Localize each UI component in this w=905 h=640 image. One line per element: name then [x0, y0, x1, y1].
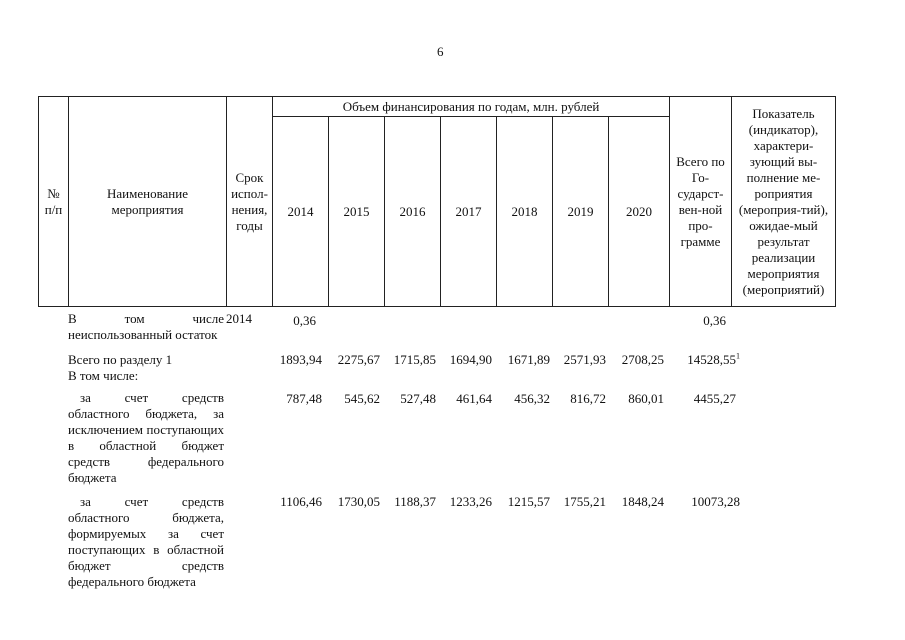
- row-name: В том числе:: [68, 368, 139, 383]
- footnote-marker: 1: [736, 351, 740, 361]
- row-name: за счет средств областного бюджета, формируемых за счет поступающих в областной бюджет средств федерального бюджета: [68, 494, 224, 589]
- row-value: 787,48: [286, 391, 322, 406]
- header-year: 2016: [385, 117, 441, 307]
- row-value: 860,01: [628, 391, 664, 406]
- header-number: № п/п: [39, 97, 69, 307]
- row-value: 1233,26: [449, 494, 492, 509]
- header-term: Срок испол-нения, годы: [227, 97, 273, 307]
- header-year: 2014: [273, 117, 329, 307]
- row-value: 2275,67: [337, 352, 380, 367]
- row-value: 527,48: [400, 391, 436, 406]
- row-name: Всего по разделу 1: [68, 352, 173, 367]
- row-value: 0,36: [293, 313, 316, 328]
- header-year: 2019: [553, 117, 609, 307]
- row-value: 1755,21: [563, 494, 606, 509]
- header-total: Всего по Го-сударст-вен-ной про-грамме: [670, 97, 732, 307]
- header-year: 2018: [497, 117, 553, 307]
- header-year: 2017: [441, 117, 497, 307]
- row-term: 2014: [226, 311, 252, 326]
- row-total: 10073,28: [691, 494, 740, 509]
- row-value: 456,32: [514, 391, 550, 406]
- header-name: Наименование мероприятия: [69, 97, 227, 307]
- row-total: 4455,27: [693, 391, 736, 406]
- row-name: В том числе неиспользованный остаток: [68, 311, 224, 342]
- row-value: 1848,24: [621, 494, 664, 509]
- row-value: 1893,94: [279, 352, 322, 367]
- row-value: 461,64: [456, 391, 492, 406]
- row-total: [668, 352, 740, 368]
- row-value: 545,62: [344, 391, 380, 406]
- row-total: 0,36: [703, 313, 726, 328]
- row-value: 1715,85: [393, 352, 436, 367]
- row-total-value: 14528,55: [687, 352, 736, 367]
- table-header: [38, 96, 836, 307]
- row-name: за счет средств областного бюджета, за исключением поступающих в областной бюджет средств федерального бюджета: [68, 390, 224, 485]
- row-value: 816,72: [570, 391, 606, 406]
- row-value: 1671,89: [507, 352, 550, 367]
- header-year: 2015: [329, 117, 385, 307]
- row-value: 1106,46: [280, 494, 322, 509]
- page-number: 6: [437, 44, 444, 59]
- row-value: 1188,37: [394, 494, 436, 509]
- header-year: 2020: [609, 117, 670, 307]
- row-value: 1215,57: [507, 494, 550, 509]
- row-value: 2571,93: [563, 352, 606, 367]
- row-value: 1730,05: [337, 494, 380, 509]
- header-funding-group: Объем финансирования по годам, млн. рублей: [273, 97, 670, 117]
- header-indicator: Показатель (индикатор), характери-зующий вы-полнение ме-роприятия (мероприя-тий), ожидае-мый результат реализации мероприятия (мероприятий): [732, 97, 836, 307]
- row-value: 2708,25: [621, 352, 664, 367]
- row-value: 1694,90: [449, 352, 492, 367]
